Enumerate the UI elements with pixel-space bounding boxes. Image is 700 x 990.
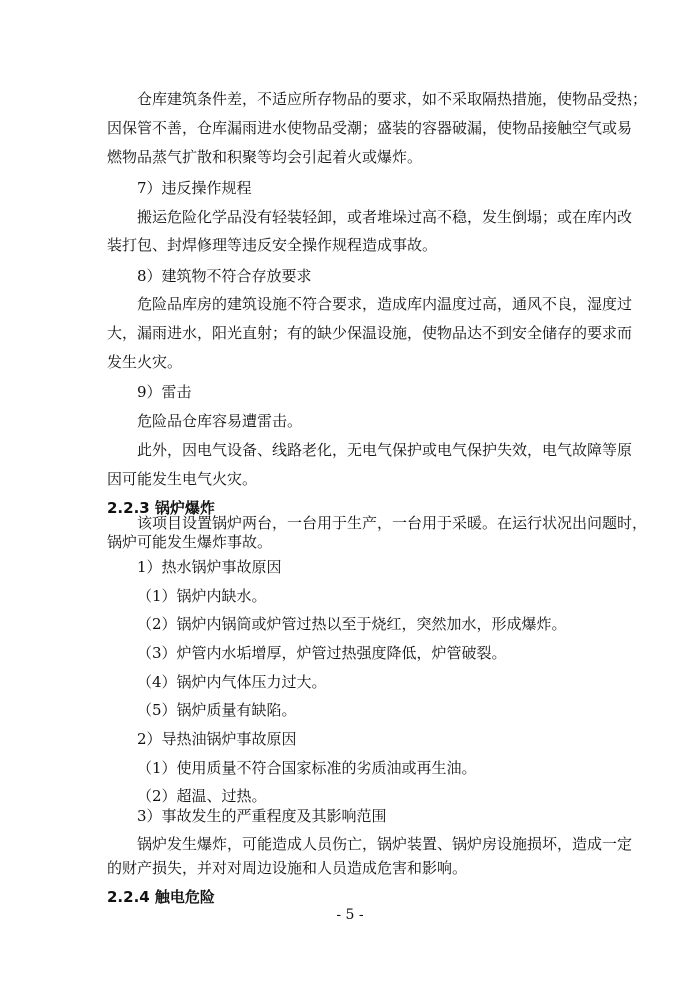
paragraph-line: 仓库建筑条件差，不适应所存物品的要求，如不采取隔热措施，使物品受热；: [137, 90, 648, 108]
paragraph-line: 燃物品蒸气扩散和积聚等均会引起着火或爆炸。: [107, 148, 423, 166]
list-item-heading: 1）热水锅炉事故原因: [137, 558, 282, 576]
list-item: （3）炉管内水垢增厚，炉管过热强度降低，炉管破裂。: [137, 644, 507, 662]
list-item: （2）锅炉内锅筒或炉管过热以至于烧红，突然加水，形成爆炸。: [137, 615, 567, 633]
paragraph-line: 该项目设置锅炉两台，一台用于生产，一台用于采暖。在运行状况出问题时，: [137, 514, 648, 532]
paragraph-line: 危险品仓库容易遭雷击。: [137, 412, 303, 430]
list-item-heading: 8）建筑物不符合存放要求: [137, 267, 312, 285]
paragraph-line: 因保管不善，仓库漏雨进水使物品受潮；盛装的容器破漏，使物品接触空气或易: [107, 119, 633, 137]
list-item-heading: 2）导热油锅炉事故原因: [137, 730, 297, 748]
paragraph-line: 大，漏雨进水，阳光直射；有的缺少保温设施，使物品达不到安全储存的要求而: [107, 324, 633, 342]
paragraph-line: 危险品库房的建筑设施不符合要求，造成库内温度过高，通风不良，湿度过: [137, 295, 633, 313]
page-number: - 5 -: [336, 907, 364, 923]
list-item-heading: 9）雷击: [137, 383, 192, 401]
paragraph-line: 装打包、封焊修理等违反安全操作规程造成事故。: [107, 236, 438, 254]
paragraph-line: 锅炉可能发生爆炸事故。: [107, 533, 273, 551]
paragraph-line: 锅炉发生爆炸，可能造成人员伤亡，锅炉装置、锅炉房设施损坏，造成一定: [137, 835, 633, 853]
paragraph-line: 的财产损失，并对对周边设施和人员造成危害和影响。: [107, 859, 468, 877]
paragraph-line: 此外，因电气设备、线路老化，无电气保护或电气保护失效，电气故障等原: [137, 441, 633, 459]
paragraph-line: 发生火灾。: [107, 353, 183, 371]
section-heading-2-2-3: 2.2.3 锅炉爆炸: [107, 499, 215, 517]
paragraph-line: 搬运危险化学品没有轻装轻卸，或者堆垛过高不稳，发生倒塌；或在库内改: [137, 208, 633, 226]
list-item-heading: 3）事故发生的严重程度及其影响范围: [137, 807, 387, 825]
list-item: （2）超温、过热。: [137, 787, 267, 805]
list-item: （4）锅炉内气体压力过大。: [137, 673, 327, 691]
list-item: （1）锅炉内缺水。: [137, 587, 267, 605]
list-item: （1）使用质量不符合国家标准的劣质油或再生油。: [137, 759, 477, 777]
list-item-heading: 7）违反操作规程: [137, 179, 252, 197]
list-item: （5）锅炉质量有缺陷。: [137, 701, 297, 719]
paragraph-line: 因可能发生电气火灾。: [107, 470, 258, 488]
section-heading-2-2-4: 2.2.4 触电危险: [107, 888, 215, 906]
